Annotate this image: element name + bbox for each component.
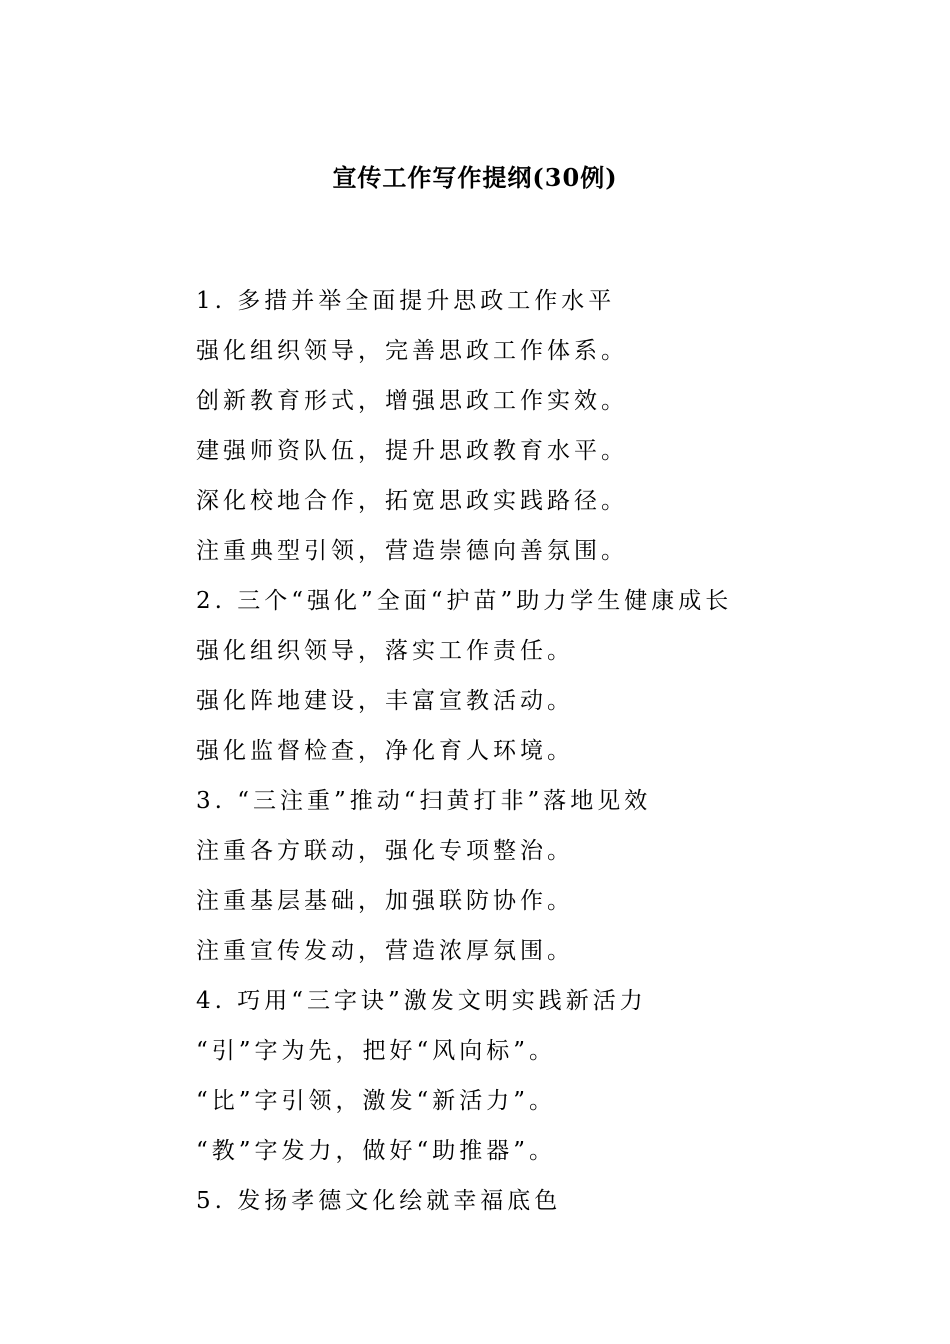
paragraph-line: 注重宣传发动，营造浓厚氛围。 bbox=[196, 938, 574, 964]
heading-4: 4. 巧用“三字诀”激发文明实践新活力 bbox=[196, 988, 647, 1014]
paragraph-line: 强化监督检查，净化育人环境。 bbox=[196, 738, 574, 764]
paragraph-line: 深化校地合作，拓宽思政实践路径。 bbox=[196, 488, 628, 514]
paragraph-line: 强化组织领导，完善思政工作体系。 bbox=[196, 338, 628, 364]
paragraph-line: 注重基层基础，加强联防协作。 bbox=[196, 888, 574, 914]
paragraph-line: 强化阵地建设，丰富宣教活动。 bbox=[196, 688, 574, 714]
paragraph-line: “比”字引领，激发“新活力”。 bbox=[196, 1088, 557, 1114]
paragraph-line: 注重典型引领，营造崇德向善氛围。 bbox=[196, 538, 628, 564]
document-title: 宣传工作写作提纲(30例) bbox=[332, 163, 618, 192]
heading-3: 3. “三注重”推动“扫黄打非”落地见效 bbox=[196, 788, 652, 814]
paragraph-line: “引”字为先，把好“风向标”。 bbox=[196, 1038, 557, 1064]
paragraph-line: “教”字发力，做好“助推器”。 bbox=[196, 1138, 557, 1164]
paragraph-line: 强化组织领导，落实工作责任。 bbox=[196, 638, 574, 664]
paragraph-line: 创新教育形式，增强思政工作实效。 bbox=[196, 388, 628, 414]
heading-5: 5. 发扬孝德文化绘就幸福底色 bbox=[196, 1188, 562, 1214]
heading-1: 1. 多措并举全面提升思政工作水平 bbox=[196, 288, 616, 314]
paragraph-line: 建强师资队伍，提升思政教育水平。 bbox=[196, 438, 628, 464]
document-body bbox=[196, 276, 896, 1226]
heading-2: 2. 三个“强化”全面“护苗”助力学生健康成长 bbox=[196, 588, 733, 614]
paragraph-line: 注重各方联动，强化专项整治。 bbox=[196, 838, 574, 864]
